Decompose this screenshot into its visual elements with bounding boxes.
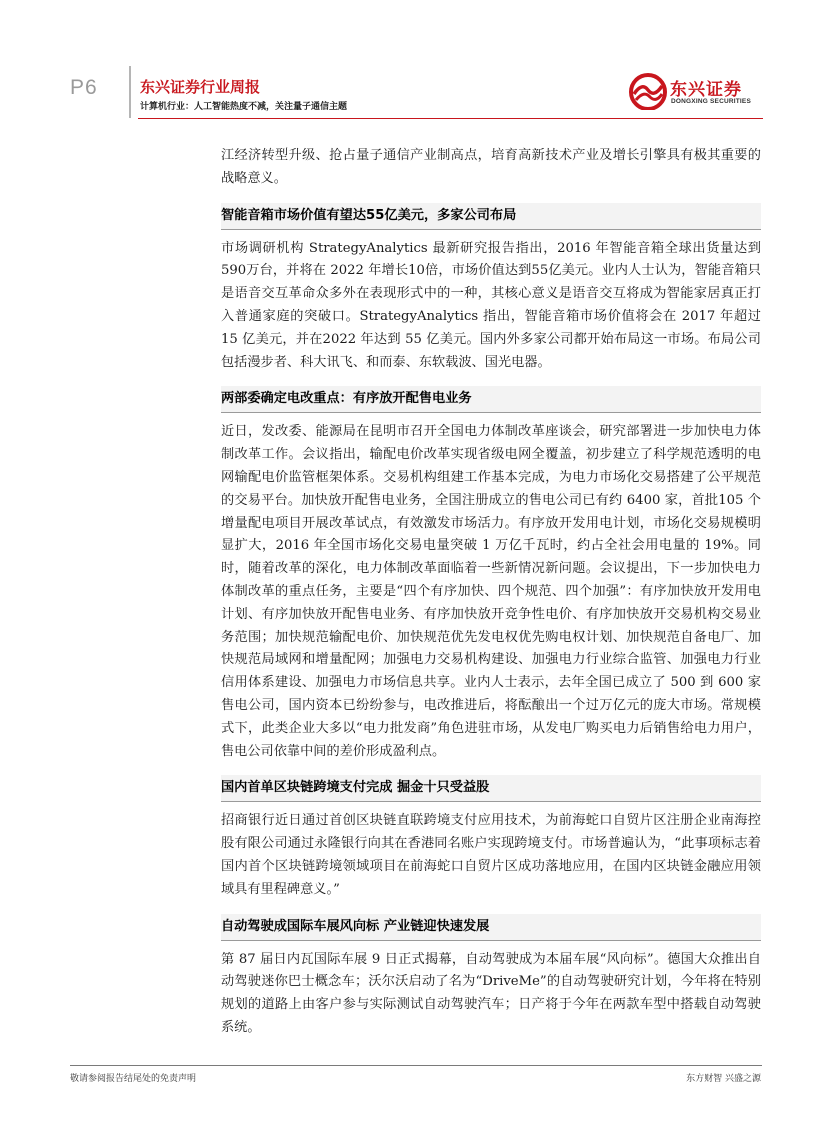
report-title: 东兴证券行业周报 bbox=[140, 78, 261, 96]
section-body: 招商银行近日通过首创区块链直联跨境支付应用技术，为前海蛇口自贸片区注册企业南海控股有限公司通过永隆银行向其在香港同名账户实现跨境支付。市场普遍认为，“此事项标志着国内首个区块链跨境领域项目在前海蛇口自贸片区成功落地应用，在国内区块链金融应用领域具有里程碑意义。” bbox=[221, 813, 761, 897]
report-subtitle: 计算机行业：人工智能热度不减，关注量子通信主题 bbox=[140, 102, 348, 112]
logo-text-cn: 东兴证券 bbox=[670, 80, 742, 100]
footer-disclaimer: 敬请参阅报告结尾处的免责声明 bbox=[70, 1074, 197, 1084]
header-rule bbox=[138, 118, 763, 119]
footer-rule bbox=[70, 1065, 762, 1066]
page-number: P6 bbox=[70, 76, 98, 99]
report-body bbox=[221, 145, 761, 1040]
section-body: 第 87 届日内瓦国际车展 9 日正式揭幕，自动驾驶成为本届车展“风向标”。德国大众推出自动驾驶迷你巴士概念车；沃尔沃启动了名为“DriveMe”的自动驾驶研究计划，今年将在特别规划的道路上由客户参与实际测试自动驾驶汽车；日产将于今年在两款车型中搭载自动驾驶系统。 bbox=[221, 951, 761, 1035]
section-body: 近日，发改委、能源局在昆明市召开全国电力体制改革座谈会，研究部署进一步加快电力体制改革工作。会议指出，输配电价改革实现省级电网全覆盖，初步建立了科学规范透明的电网输配电价监管框架体系。交易机构组建工作基本完成，为电力市场化交易搭建了公平规范的交易平台。加快放开配售电业务，全国注册成立的售电公司已有约 6400 家，首批105 个增量配电项目开展改革试点，有效激发市场活力。有序放开发用电计划，市场化交易规模明显扩大，2016 年全国市场化交易电量突破 1 万亿千瓦时，约占全社会用电量的 19%。同时，随着改革的深化，电力体制改革面临着一些新情况新问题。会议提出，下一步加快电力体制改革的重点任务，主要是“四个有序加快、四个规范、四个加强”：有序加快放开发用电计划、有序加快放开配售电业务、有序加快放开竞争性电价、有序加快放开交易机构交易业务范围；加快规范输配电价、加快规范优先发电权优先购电权计划、加快规范自备电厂、加快规范局域网和增量配网；加强电力交易机构建设、加强电力行业综合监管、加强电力行业信用体系建设、加强电力市场信息共享。业内人士表示，去年全国已成立了 500 到 600 家售电公司，国内资本已纷纷参与，电改推进后，将酝酿出一个过万亿元的庞大市场。常规模式下，此类企业大多以“电力批发商”角色进驻市场，从发电厂购买电力后销售给电力用户，售电公司依靠中间的差价形成盈利点。 bbox=[221, 424, 761, 759]
intro-paragraph: 江经济转型升级、抢占量子通信产业制高点，培育高新技术产业及增长引擎具有极其重要的战略意义。 bbox=[221, 148, 761, 186]
logo-mark-icon bbox=[628, 72, 668, 110]
section-heading: 国内首单区块链跨境支付完成 掘金十只受益股 bbox=[221, 775, 761, 802]
section-heading: 智能音箱市场价值有望达55亿美元，多家公司布局 bbox=[221, 203, 761, 230]
section-heading: 自动驾驶成国际车展风向标 产业链迎快速发展 bbox=[221, 914, 761, 941]
section-heading: 两部委确定电改重点：有序放开配售电业务 bbox=[221, 386, 761, 413]
company-logo bbox=[628, 72, 768, 112]
section-body: 市场调研机构 StrategyAnalytics 最新研究报告指出，2016 年智能音箱全球出货量达到590万台，并将在 2022 年增长10倍，市场价值达到55亿美元。业内人士认为，智能音箱只是语音交互革命众多外在表现形式中的一种，其核心意义是语音交互将成为智能家居真正打入普通家庭的突破口。StrategyAnalytics 指出，智能音箱市场价值将会在 2017 年超过 15 亿美元，并在2022 年达到 55 亿美元。国内外多家公司都开始布局这一市场。布局公司包括漫步者、科大讯飞、和而泰、东软载波、国光电器。 bbox=[221, 240, 761, 370]
logo-text-en: DONGXING SECURITIES bbox=[671, 98, 752, 105]
footer-slogan: 东方财智 兴盛之源 bbox=[686, 1074, 761, 1084]
header-divider bbox=[129, 66, 131, 118]
